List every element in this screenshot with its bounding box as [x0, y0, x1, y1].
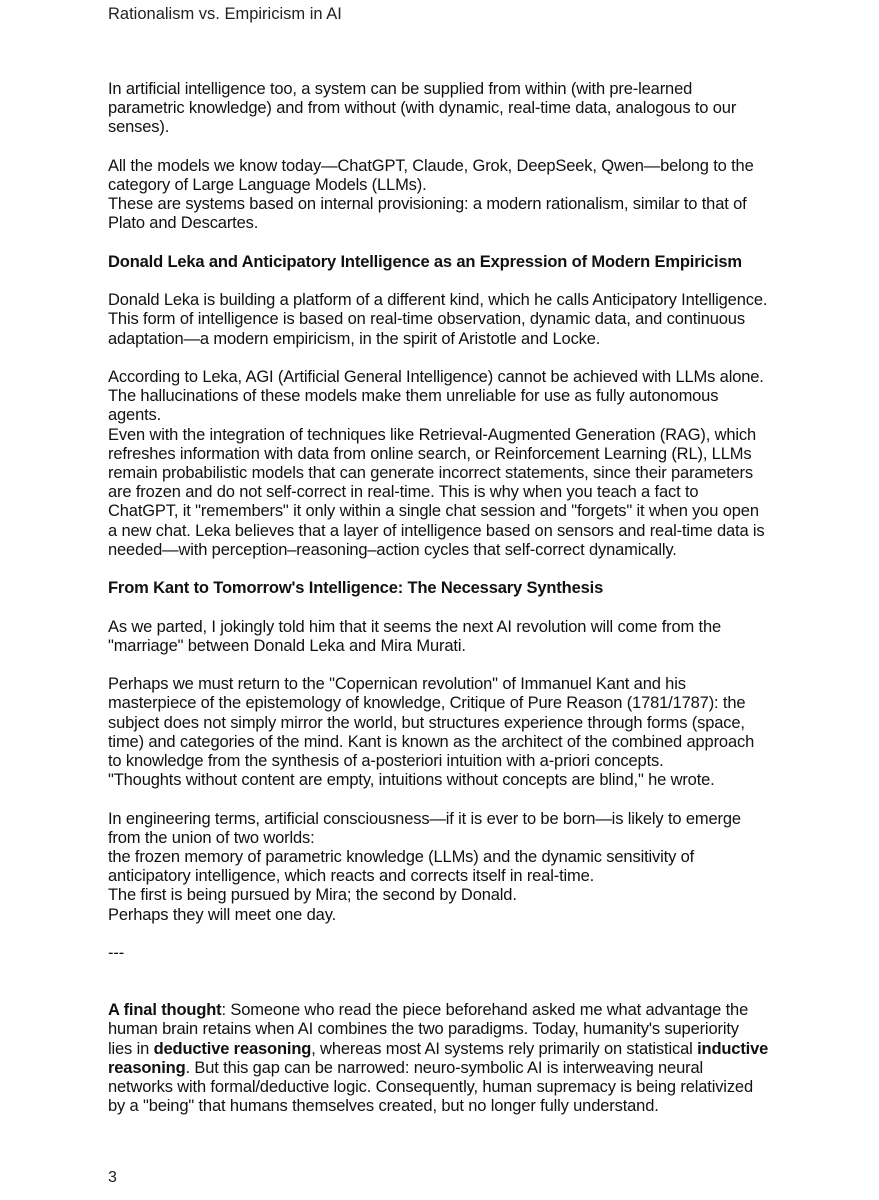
text-line: Donald Leka is building a platform of a different kind, which he calls Anticipatory Intelligence.: [108, 291, 768, 310]
text-line: human brain retains when AI combines the two paradigms. Today, humanity's superiority: [108, 1020, 739, 1039]
text-line: This form of intelligence is based on real-time observation, dynamic data, and continuous: [108, 310, 745, 329]
emphasis-reasoning: reasoning: [108, 1058, 186, 1077]
page-number: 3: [108, 1169, 117, 1186]
text-line: The first is being pursued by Mira; the second by Donald.: [108, 886, 517, 905]
text-line: All the models we know today—ChatGPT, Claude, Grok, DeepSeek, Qwen—belong to the: [108, 156, 754, 175]
text-line: In engineering terms, artificial consciousness—if it is ever to be born—is likely to emerge: [108, 809, 741, 828]
paragraph-kant-3: [108, 810, 808, 925]
text-line: agents.: [108, 406, 162, 425]
final-thought-label: A final thought: [108, 1001, 222, 1020]
paragraph-kant-2: [108, 675, 808, 790]
text-line: Perhaps they will meet one day.: [108, 905, 337, 924]
text-line: needed—with perception–reasoning–action cycles that self-correct dynamically.: [108, 540, 677, 559]
text-line: The hallucinations of these models make them unreliable for use as fully autonomous: [108, 387, 719, 406]
text-line: Even with the integration of techniques like Retrieval-Augmented Generation (RAG), which: [108, 425, 757, 444]
section-heading-kant: From Kant to Tomorrow's Intelligence: The Necessary Synthesis: [108, 579, 604, 598]
text-line: parametric knowledge) and from without (with dynamic, real-time data, analogous to our: [108, 99, 737, 118]
text-line: networks with formal/deductive logic. Consequently, human supremacy is being relativized: [108, 1078, 753, 1097]
paragraph-kant-1: [108, 618, 808, 656]
emphasis-inductive: inductive: [697, 1039, 769, 1058]
text-line: remain probabilistic models that can generate incorrect statements, since their parameters: [108, 464, 753, 482]
text-line: senses).: [108, 118, 170, 137]
text-line: According to Leka, AGI (Artificial General Intelligence) cannot be achieved with LLMs alone.: [108, 367, 764, 386]
text-line: refreshes information with data from online search, or Reinforcement Learning (RL), LLMs: [108, 444, 752, 463]
text-line: anticipatory intelligence, which reacts and corrects itself in real-time.: [108, 867, 595, 886]
paragraph-intro-2: [108, 157, 808, 234]
text-line: These are systems based on internal provisioning: a modern rationalism, similar to that of: [108, 195, 747, 214]
text-line: from the union of two worlds:: [108, 828, 315, 847]
text-line: A final thought: Someone who read the piece beforehand asked me what advantage the: [108, 1001, 749, 1020]
text-line: reasoning. But this gap can be narrowed: neuro-symbolic AI is interweaving neural: [108, 1058, 703, 1077]
text-line: masterpiece of the epistemology of knowledge, Critique of Pure Reason (1781/1787): the: [108, 694, 746, 713]
text-line: In artificial intelligence too, a system can be supplied from within (with pre-learned: [108, 80, 693, 98]
paragraph-leka-1: [108, 291, 808, 349]
text-line: to knowledge from the synthesis of a-posteriori intuition with a-priori concepts.: [108, 752, 664, 770]
text-line: "marriage" between Donald Leka and Mira Murati.: [108, 636, 466, 655]
paragraph-intro-1: [108, 80, 808, 138]
emphasis-deductive: deductive reasoning: [153, 1039, 312, 1058]
text-line: As we parted, I jokingly told him that it seems the next AI revolution will come from the: [108, 617, 722, 636]
text-line: by a "being" that humans themselves created, but no longer fully understand.: [108, 1097, 659, 1116]
paragraph-final-thought: [108, 1001, 808, 1116]
text-line: a new chat. Leka believes that a layer of intelligence based on sensors and real-time data is: [108, 521, 765, 540]
text-line: "Thoughts without content are empty, intuitions without concepts are blind," he wrote.: [108, 771, 715, 790]
text-line: time) and categories of the mind. Kant is known as the architect of the combined approach: [108, 732, 755, 751]
text-line: category of Large Language Models (LLMs).: [108, 176, 427, 194]
running-header: Rationalism vs. Empiricism in AI: [108, 5, 342, 23]
text-line: Perhaps we must return to the "Copernican revolution" of Immanuel Kant and his: [108, 675, 686, 694]
paragraph-leka-2: [108, 368, 808, 560]
text-line: lies in deductive reasoning, whereas most AI systems rely primarily on statistical inductive: [108, 1039, 769, 1058]
text-line: ChatGPT, it "remembers" it only within a single chat session and "forgets" it when you open: [108, 502, 759, 521]
document-body: [108, 80, 808, 1136]
text-line: subject does not simply mirror the world, but structures experience through forms (space,: [108, 713, 745, 732]
text-line: Plato and Descartes.: [108, 214, 259, 233]
text-line: are frozen and do not self-correct in real-time. This is why when you teach a fact to: [108, 483, 699, 502]
text-line: the frozen memory of parametric knowledge (LLMs) and the dynamic sensitivity of: [108, 848, 695, 866]
text-line: adaptation—a modern empiricism, in the spirit of Aristotle and Locke.: [108, 329, 601, 348]
section-separator: ---: [108, 944, 125, 962]
section-heading-leka: Donald Leka and Anticipatory Intelligence as an Expression of Modern Empiricism: [108, 252, 742, 271]
